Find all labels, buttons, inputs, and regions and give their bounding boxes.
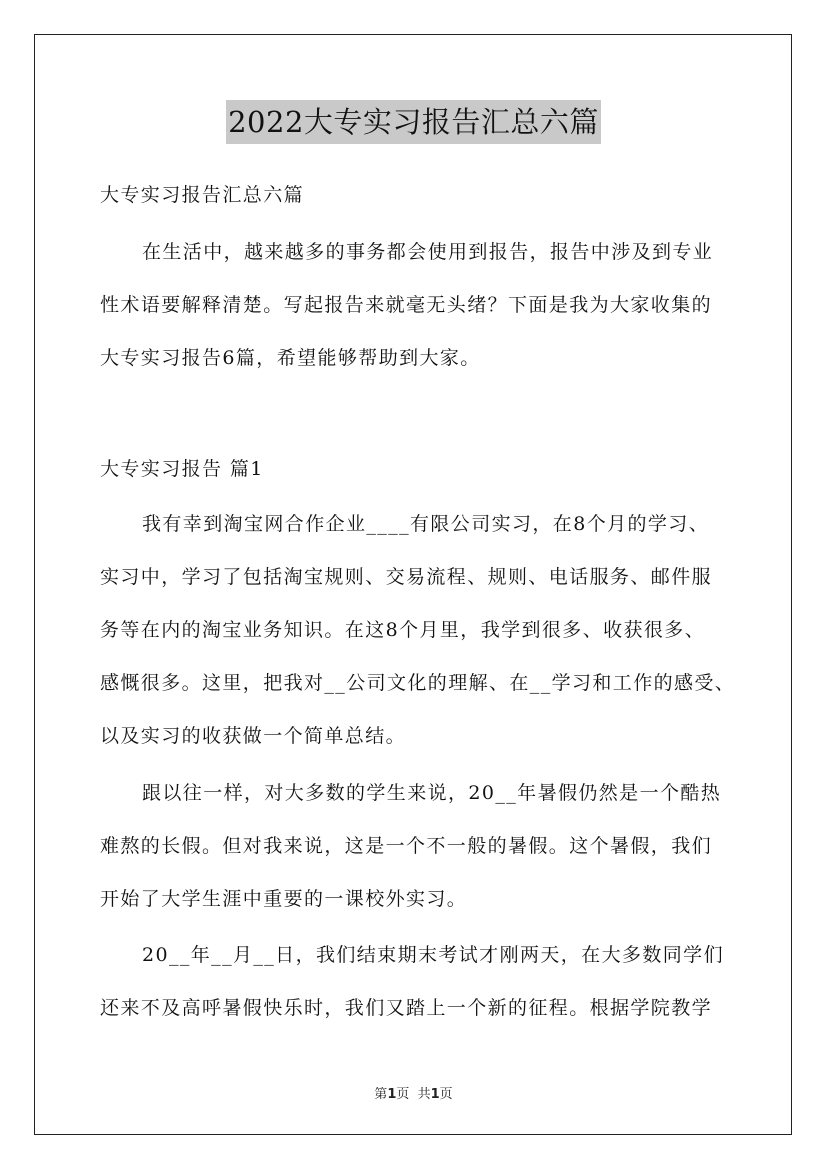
paragraph-line: 跟以往一样，对大多数的学生来说，20__年暑假仍然是一个酷热 [142,782,722,804]
current-page-number: 1 [387,1087,397,1102]
page-footer [0,1083,827,1102]
subtitle: 大专实习报告汇总六篇 [100,184,305,206]
intro-line: 大专实习报告6篇，希望能够帮助到大家。 [100,347,481,369]
paragraph-line: 感慨很多。这里，把我对__公司文化的理解、在__学习和工作的感受、 [100,672,736,694]
footer-middle: 页 共 [396,1087,431,1102]
paragraph-line: 难熬的长假。但对我来说，这是一个不一般的暑假。这个暑假，我们 [100,835,713,857]
paragraph-line: 以及实习的收获做一个简单总结。 [100,725,407,747]
footer-prefix: 第 [374,1087,388,1102]
document-title: 2022大专实习报告汇总六篇 [226,100,601,144]
paragraph-line: 我有幸到淘宝网合作企业____有限公司实习，在8个月的学习、 [142,513,710,535]
paragraph-line: 实习中，学习了包括淘宝规则、交易流程、规则、电话服务、邮件服 [100,566,713,588]
footer-suffix: 页 [439,1087,453,1102]
section-heading: 大专实习报告 篇1 [100,458,264,480]
intro-line: 性术语要解释清楚。写起报告来就毫无头绪？下面是我为大家收集的 [100,294,713,316]
paragraph-line: 开始了大学生涯中重要的一课校外实习。 [100,888,468,910]
title-container [0,100,827,144]
paragraph-line: 还来不及高呼暑假快乐时，我们又踏上一个新的征程。根据学院教学 [100,997,713,1019]
intro-line: 在生活中，越来越多的事务都会使用到报告，报告中涉及到专业 [142,241,714,263]
paragraph-line: 务等在内的淘宝业务知识。在这8个月里，我学到很多、收获很多、 [100,619,706,641]
total-page-number: 1 [430,1087,440,1102]
paragraph-line: 20__年__月__日，我们结束期末考试才刚两天，在大多数同学们 [142,944,724,966]
